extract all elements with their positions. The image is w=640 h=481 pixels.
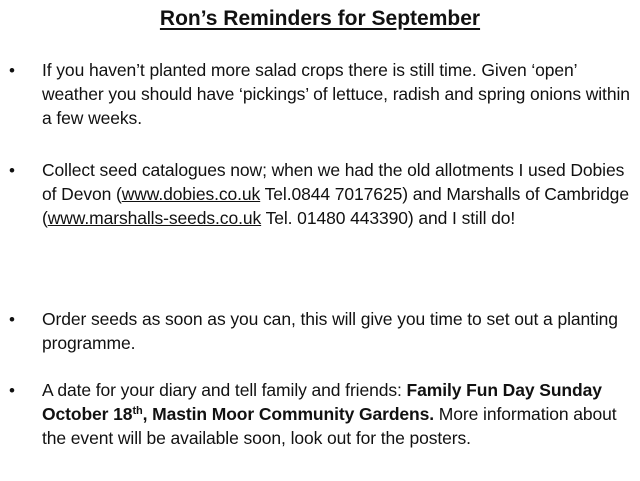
item-text-start: A date for your diary and tell family and friends: [42, 380, 407, 400]
bullet-icon: • [9, 61, 15, 80]
event-name: Family Fun Day Sunday October 18 [42, 380, 602, 424]
item-text-middle: Tel.0844 7017625) and Marshalls of Cambridge ( [42, 184, 629, 228]
page-title [0, 6, 640, 32]
event-location: , Mastin Moor Community Gardens. [142, 404, 435, 424]
marshalls-link[interactable]: www.marshalls-seeds.co.uk [47, 208, 262, 228]
item-text [42, 158, 632, 230]
date-suffix: th [132, 405, 143, 417]
item-text: If you haven’t planted more salad crops there is still time. Given ‘open’ weather you should have ‘pickings’ of lettuce, radish and spring onions within a few weeks. [42, 60, 630, 128]
bullet-icon: • [9, 161, 15, 180]
item-text-end: More information about the event will be available soon, look out for the posters. [42, 404, 617, 448]
dobies-link[interactable]: www.dobies.co.uk [121, 184, 261, 204]
bullet-icon: • [9, 381, 15, 400]
item-text-start: Collect seed catalogues now; when we had the old allotments I used Dobies of Devon ( [42, 160, 625, 204]
item-text-end: Tel. 01480 443390) and I still do! [261, 208, 516, 228]
bullet-icon: • [9, 310, 15, 329]
item-text: Order seeds as soon as you can, this will give you time to set out a planting programme. [42, 309, 618, 353]
page-title-text: Ron’s Reminders for September [159, 7, 481, 30]
item-text [42, 378, 632, 450]
